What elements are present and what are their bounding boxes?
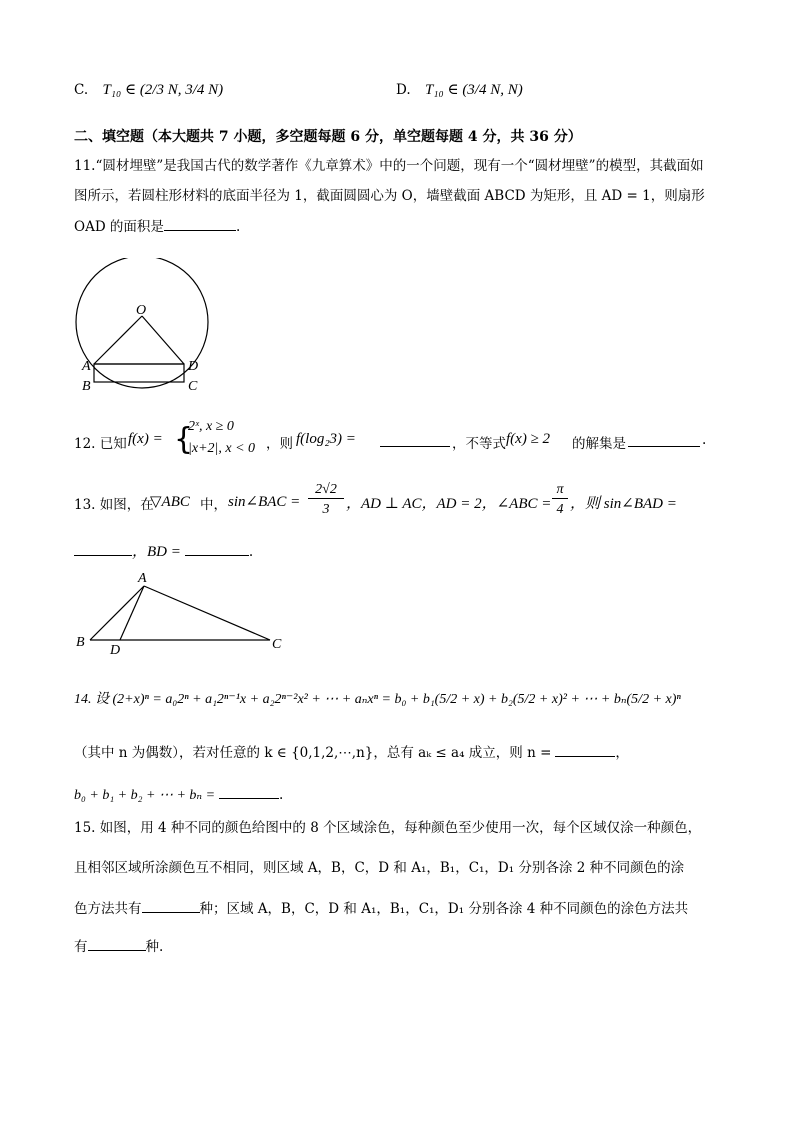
q11-line1: 11.“圆材埋壁”是我国古代的数学著作《九章算术》中的一个问题，现有一个“圆材埋壁”的模型，其截面如: [74, 158, 704, 174]
q15-line2: 且相邻区域所涂颜色互不相同，则区域 A，B，C，D 和 A₁，B₁，C₁，D₁ 分别各涂 2 种不同颜色的涂: [74, 860, 685, 876]
q11-segment-oa: [94, 316, 142, 364]
q13-frac-den: 3: [322, 502, 330, 517]
q13-line2-mid: ，BD =: [132, 544, 181, 560]
option-c-expr: T₁₀ ∈ (2/3 N, 3/4 N): [102, 82, 224, 98]
option-d-label: D.: [396, 82, 411, 98]
q15-answer-blank-1[interactable]: [142, 898, 200, 913]
q11-rect-abcd: [94, 364, 184, 382]
q15-line3-a: 色方法共有: [74, 901, 142, 917]
q13-answer-blank-2[interactable]: [185, 541, 249, 556]
q14-end: .: [279, 787, 284, 803]
q14-answer-blank-2[interactable]: [219, 784, 279, 799]
q13-segment-ad: [120, 586, 144, 640]
q15-line3: [74, 898, 688, 919]
q11-segment-od: [142, 316, 184, 364]
q13-segment-ab: [90, 586, 144, 640]
q13-segment-ac: [144, 586, 270, 640]
q14-line3: [74, 784, 283, 806]
q13-frac-num: 2√2: [308, 482, 344, 499]
option-d-expr: T₁₀ ∈ (3/4 N, N): [424, 82, 523, 98]
q13-label-b: B: [76, 635, 85, 650]
q12-case2: |x+2|, x < 0: [188, 441, 256, 456]
q12-fexpr: f(log₂3) =: [296, 431, 356, 447]
q14-answer-blank-1[interactable]: [555, 742, 615, 757]
q12-num: 12. 已知: [74, 436, 127, 452]
q12-end: .: [702, 432, 707, 448]
q13-sin: sin∠BAC =: [228, 494, 301, 510]
q11-circle-figure: [72, 258, 216, 398]
q13-triangle-figure: [70, 568, 290, 656]
q13-line2: [74, 541, 253, 562]
q13-triangle: ▽ABC: [150, 494, 190, 510]
q14-line3-text: b₀ + b₁ + b₂ + ⋯ + bₙ =: [74, 788, 216, 803]
q11-label-o: O: [136, 303, 147, 318]
q13-pi-num: π: [552, 482, 568, 499]
q13-num: 13. 如图，在: [74, 497, 154, 513]
q11-line3-text: OAD 的面积是: [74, 219, 164, 235]
q11-label-a: A: [82, 359, 91, 374]
q12-brace: {: [174, 422, 194, 457]
q11-label-c: C: [188, 379, 198, 394]
q14-line2-end: ，: [615, 745, 629, 761]
q13-label-d: D: [110, 643, 121, 656]
q15-line4-b: 种.: [145, 939, 164, 955]
option-d: [396, 80, 523, 99]
q15-line1: 15. 如图，用 4 种不同的颜色给图中的 8 个区域涂色，每种颜色至少使用一次，每个区域仅涂一种颜色，: [74, 820, 702, 836]
q13-label-a: A: [138, 571, 147, 586]
q15-line3-b: 种；区域 A，B，C，D 和 A₁，B₁，C₁，D₁ 分别各涂 4 种不同颜色的涂色方法共: [199, 901, 689, 917]
q13-cond1: ，AD ⊥ AC，AD = 2，∠ABC =: [346, 496, 552, 512]
q15-line4-a: 有: [74, 939, 88, 955]
q11-answer-blank[interactable]: [164, 216, 236, 231]
option-c: [74, 80, 223, 99]
option-c-label: C.: [74, 82, 89, 98]
q13-label-c: C: [272, 637, 282, 652]
q12-mid3: 的解集是: [572, 436, 626, 452]
q12-mid1: ，则: [266, 436, 293, 452]
q15-line4: [74, 936, 163, 957]
q13-mid1: 中，: [200, 497, 227, 513]
q13-ask: ，则 sin∠BAD =: [570, 496, 677, 512]
q11-line3: [74, 216, 240, 237]
q12-ineq: f(x) ≥ 2: [506, 431, 551, 447]
q11-label-d: D: [188, 359, 199, 374]
q11-line2: 图所示，若圆柱形材料的底面半径为 1，截面圆圆心为 O，墙壁截面 ABCD 为矩形，且 AD = 1，则扇形: [74, 188, 705, 204]
q14-line2: [74, 742, 629, 763]
q14-line2-text: （其中 n 为偶数），若对任意的 k ∈ {0,1,2,⋯,n}，总有 aₖ ≤ a₄ 成立，则 n =: [74, 745, 552, 761]
q12-answer-blank-2[interactable]: [628, 432, 700, 447]
section-title: 二、填空题（本大题共 7 小题，多空题每题 6 分，单空题每题 4 分，共 36 分）: [74, 129, 582, 145]
q12-mid2: ，不等式: [452, 436, 506, 452]
q12-fx: f(x) =: [128, 431, 163, 447]
q11-end: .: [235, 219, 241, 235]
q11-label-b: B: [82, 379, 91, 394]
q12-answer-blank-1[interactable]: [380, 432, 450, 447]
q12-case1: 2ˣ, x ≥ 0: [188, 419, 234, 434]
q13-pi-den: 4: [556, 502, 564, 517]
q15-answer-blank-2[interactable]: [88, 936, 146, 951]
q13-end: .: [248, 544, 254, 560]
q14-line1: 14. 设 (2+x)ⁿ = a₀2ⁿ + a₁2ⁿ⁻¹x + a₂2ⁿ⁻²x² + ⋯ + aₙxⁿ = b₀ + b₁(5/2 + x) + b₂(5/2 + x)² + ⋯ + bₙ(5/2 + x)ⁿ: [74, 692, 681, 707]
q13-answer-blank-1[interactable]: [74, 541, 132, 556]
